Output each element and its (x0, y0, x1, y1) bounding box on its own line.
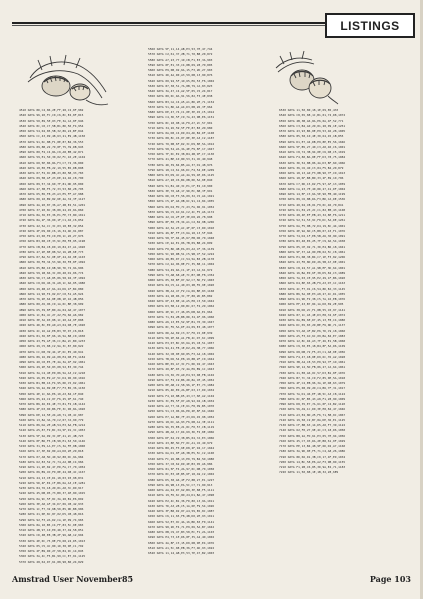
listing-line: 5320 DATA CD,4B,E8,3B,2F,96,AB,12,994 (19, 533, 84, 538)
listing-line: 5850 DATA C5,2F,A6,0B,6C,91,C4,84,1055 (148, 199, 215, 204)
listing-line: 4940 DATA 81,36,8F,66,16,5A,88,C0,1030 (19, 333, 86, 338)
listing-line: 6300 DATA DF,62,C9,38,B5,04,7A,E3,1066 (148, 435, 215, 440)
listing-line: 5210 DATA 24,13,CE,D1,18,03,93,98,831 (19, 475, 84, 480)
listing-line: 4540 DATA 8C,C0,C7,5B,B1,8D,50,F4,954 (19, 123, 84, 128)
listing-line: 5270 DATA 1C,F7,32,6B,50,85,9D,B8,906 (19, 507, 84, 511)
listing-line: 4890 DATA 65,39,8F,B0,2A,04,A0,47,1077 (19, 307, 86, 312)
listing-line: 5580 DATA A7,23,77,19,CB,F1,E3,3A,903 (148, 57, 213, 62)
listing-line: 4580 DATA 89,8B,22,79,8F,75,39,DB,945 (19, 144, 84, 149)
listing-line: 5930 DATA CE,2A,E1,06,7B,09,B8,24,899 (148, 241, 213, 246)
listing-line: 6860 DATA D4,8E,65,2B,F9,A3,D7,1C,1163 (279, 281, 346, 286)
listing-line: 4760 DATA B3,08,CE,33,9C,E8,F8,95,1198 (19, 239, 86, 244)
listing-line: 6750 DATA 6A,F5,0B,72,D4,19,8C,44,1001 (279, 223, 346, 228)
listing-line: 6000 DATA 05,38,BF,07,92,C7,5D,F2,1003 (148, 278, 215, 282)
listing-line: 4920 DATA 4D,8C,E0,A0,A3,04,D8,7E,1020 (19, 323, 86, 328)
listing-line: 6740 DATA 52,51,53,9C,F0,DC,5A,DE,1261 (279, 218, 346, 223)
listing-line: 5350 DATA 2F,B9,D0,27,58,84,9C,14,845 (19, 549, 84, 553)
listing-line: 6350 DATA 37,C8,62,D9,4E,B3,05,A6,986 (148, 461, 213, 466)
listing-line: 6620 DATA F4,80,BA,8E,FF,D3,78,75,1084 (279, 155, 346, 160)
listing-line: 6790 DATA 05,CE,92,71,3D,E4,B6,18,1041 (279, 244, 346, 249)
listing-line: 6100 DATA 0D,AA,69,C3,37,F0,15,8E,939 (148, 330, 213, 335)
listing-line: 6250 DATA 51,C3,96,0A,ED,2E,8F,64,1046 (148, 409, 215, 414)
listing-line: 5180 DATA 62,83,52,7C,74,A2,0B,C4,966 (19, 459, 84, 464)
listing-line: 4680 DATA 00,10,B9,82,6E,4A,32,3F,1127 (19, 197, 86, 202)
listing-line: 6550 DATA 4B,3B,A6,8A,E6,0A,4F,52,771 (279, 118, 344, 123)
listing-line: 6510 DATA A1,5C,08,EB,36,F7,4D,93,1022 (148, 545, 215, 550)
listing-line: 5910 DATA 46,8F,FF,C3,6A,18,13,5F,946 (148, 230, 213, 235)
listing-line: 6690 DATA 14,EF,C3,6A,5E,90,FB,4D,1199 (279, 192, 346, 196)
listing-line: 6160 DATA BE,65,A7,3C,F1,0D,92,47,1043 (148, 362, 215, 366)
listing-line: 6890 DATA 61,9D,F2,38,C5,7A,16,EB,1076 (279, 297, 346, 301)
listing-line: 6040 DATA 6F,43,8E,14,A5,E8,C3,50,1042 (148, 299, 215, 303)
listing-line: 5560 DATA 5F,11,14,AB,E3,53,7E,47,744 (148, 47, 213, 51)
listing-line: 5260 DATA 3E,A0,AF,34,D7,06,CB,42,933 (19, 501, 84, 506)
listing-line: 4860 DATA 14,90,F4,02,D7,C0,51,A5,924 (19, 291, 84, 296)
listing-line: 5590 DATA 0F,E1,33,C4,8B,69,28,7D,805 (148, 62, 213, 67)
listing-line: 4640 DATA 09,5B,AF,23,DE,24,46,C8,790 (19, 176, 84, 181)
listing-line: 6370 DATA 0C,E3,4E,B5,6F,18,A9,C2,1002 (148, 472, 215, 477)
listing-line: 5940 DATA F0,8D,4B,EA,03,A2,CF,36,1139 (148, 246, 215, 251)
listing-line: 7140 DATA 62,F0,27,9E,4C,C3,18,D6,1058 (279, 428, 346, 433)
listing-line: 6310 DATA 23,8E,5D,F7,0C,A1,C6,49,979 (148, 440, 213, 445)
listing-line: 6340 DATA FC,26,8B,13,E0,79,B4,5D,1080 (148, 456, 215, 461)
listing-line: 6570 DATA 43,93,B6,8E,E9,53,46,28,1005 (279, 129, 346, 133)
listing-line: 5280 DATA 21,0E,8C,87,02,D5,CB,48,816 (19, 512, 84, 517)
listing-line: 6410 DATA 19,F6,6C,8D,24,D1,BA,47,1098 (148, 493, 215, 498)
listing-line: 5900 DATA 42,3A,23,AC,4F,6F,C3,DD,1010 (148, 225, 215, 230)
listing-line: 5810 DATA A7,28,C6,B4,0B,0D,5A,8E,840 (148, 178, 213, 183)
listing-line: 5720 DATA 0A,D8,C4,D9,04,AD,B4,DF,1108 (148, 131, 215, 135)
listing-line: 5570 DATA C2,61,37,2B,71,70,B8,20,872 (148, 52, 213, 57)
listing-line: 7060 DATA E5,08,99,2D,C4,B6,7F,31,1017 (279, 386, 346, 391)
listing-line: 6170 DATA 20,8F,D3,72,4A,E6,B9,1C,1043 (148, 367, 215, 372)
listing-line: 5120 DATA A5,87,F2,BC,34,5F,91,3C,1053 (19, 428, 86, 433)
listing-line: 6850 DATA 7A,03,CE,95,E2,49,1F,B6,1020 (279, 276, 346, 280)
listing-line: 6840 DATA 16,BA,E0,6F,38,D5,82,C3,1089 (279, 270, 346, 275)
listing-line: 5640 DATA 3A,47,C4,A2,5F,05,C5,24,817 (148, 89, 213, 93)
listing-line: 7020 DATA 9E,12,5D,FB,86,27,CA,64,1061 (279, 365, 346, 370)
listing-line: 4880 DATA 80,A5,96,C9,1A,0C,BE,38,909 (19, 302, 84, 307)
listing-line: 7200 DATA 14,BC,58,E6,A2,F3,9B,0D,1155 (279, 459, 346, 464)
listing-line: 6640 DATA 36,C6,40,C3,84,F5,B4,20,879 (279, 165, 344, 170)
listing-line: 4970 DATA CC,D8,39,44,1F,6C,E5,40,941 (19, 349, 84, 354)
listing-line: 6150 DATA 7B,D6,54,E8,19,8B,2F,C0,1044 (148, 356, 215, 361)
listing-line: 6900 DATA EF,43,B7,84,1A,D0,69,2E,995 (279, 302, 344, 307)
listing-line: 5310 DATA 2B,97,10,E0,4D,37,A9,58,851 (19, 528, 84, 532)
listing-line: 6760 DATA 2E,9A,6D,C5,B8,07,43,F1,1076 (279, 228, 346, 233)
listing-line: 5680 DATA DE,47,74,C1,0E,3E,45,C5,1014 (148, 110, 215, 114)
listing-line: 6480 DATA 0B,C9,47,B3,58,EC,F1,2A,1103 (148, 530, 215, 534)
listing-line: 5300 DATA 8A,10,B5,C4,FF,83,5C,0E,983 (19, 522, 84, 527)
listing-line: 6180 DATA C9,36,7D,A0,E4,53,08,FB,1102 (148, 372, 215, 377)
listing-line: 6460 DATA 52,E7,9C,4A,16,BD,83,F0,1141 (148, 519, 215, 524)
listing-line: 6020 DATA 3B,A2,47,F2,CA,66,BE,83,1168 (148, 288, 215, 293)
listing-line: 4790 DATA 07,8A,5C,0E,6F,44,A5,9E,1103 (19, 255, 86, 259)
listing-line: 5100 DATA 13,8A,3A,79,C2,07,7A,90,779 (19, 417, 84, 422)
listing-line: 6260 DATA E7,1A,B0,7F,23,D6,45,98,1052 (148, 414, 215, 419)
listing-line: 6540 DATA C8,65,88,1C,B1,01,72,D8,1072 (279, 113, 346, 118)
header-rule (12, 22, 379, 24)
listing-line: 5030 DATA B1,EB,16,F4,95,0D,C5,02,1061 (19, 381, 86, 385)
listing-line: 6240 DATA A2,77,34,CE,61,F8,09,B5,1070 (148, 404, 215, 408)
listing-line: 6520 DATA 11,14,AB,E3,53,7E,47,B2,1003 (148, 551, 215, 555)
listing-line: 7210 DATA F1,2B,C6,85,3D,9A,E4,71,1183 (279, 465, 346, 469)
listing-line: 5200 DATA 06,B9,CD,FD,8E,44,D8,4C,1167 (19, 470, 86, 475)
listing-line: 6270 DATA 18,DC,4A,93,F6,6B,A1,3E,1111 (148, 419, 215, 424)
listing-line: 6080 DATA A6,13,E5,52,9F,B1,70,3D,1047 (148, 320, 215, 324)
listing-line: 5650 DATA 80,0C,DA,91,56,82,F3,4E,838 (148, 94, 213, 99)
listing-line: 6800 DATA 9F,37,A4,0D,EB,62,5C,C8,1061 (279, 249, 346, 254)
listing-line: 5890 DATA 8F,E0,78,34,A1,C2,82,9B,1206 (148, 220, 215, 225)
listing-line: 4740 DATA 4F,D9,00,C6,16,34,4D,91,887 (19, 228, 84, 233)
listing-line: 4510 DATA 8D,C4,86,2E,FF,28,C2,8F,982 (19, 108, 84, 112)
listing-line: 6810 DATA E1,6B,38,B4,C7,1E,F3,82,1206 (279, 255, 346, 259)
listing-line: 6470 DATA 98,2D,F4,71,E9,06,5A,B7,1042 (148, 524, 215, 529)
listing-line: 4910 DATA 3E,3A,D3,88,1C,20,A2,9F,808 (19, 318, 84, 322)
listing-line: 5980 DATA 54,49,DA,C1,1F,23,CA,61,972 (148, 267, 213, 272)
listing-line: 7120 DATA 19,58,C2,B7,8A,DE,36,E1,1125 (279, 417, 346, 422)
listing-line: 4670 DATA 65,E6,F8,23,A3,E5,FF,A7,988 (19, 192, 84, 196)
listing-line: 5160 DATA 27,3E,82,89,A4,D0,2E,29,818 (19, 449, 84, 454)
listing-line: 4770 DATA CB,B4,C8,D0,19,84,47,A1,1020 (19, 244, 86, 249)
listing-line: 7040 DATA B7,7C,34,C9,F2,85,0E,5A,1018 (279, 375, 346, 380)
listing-line: 5340 DATA 05,C5,4C,80,1D,38,9E,C1,792 (19, 543, 84, 548)
listing-line: 5330 DATA 4E,0C,75,8E,F0,68,24,D5,1013 (19, 538, 86, 543)
listing-line: 5970 DATA C2,2A,96,8E,FC,35,88,11,1004 (148, 262, 215, 267)
listing-line: 6990 DATA 68,DB,72,F5,23,C1,A8,0E,1056 (279, 349, 346, 354)
listing-line: 7220 DATA 11,50,88,1E,1B,32,28,6E9 (279, 470, 339, 475)
listing-line: 6120 DATA E3,07,BC,93,6A,25,C8,51,1057 (148, 341, 215, 345)
listing-line: 4840 DATA C0,D6,46,31,A8,1C,0A,05,1080 (19, 281, 86, 286)
listing-line: 6910 DATA 38,D6,2C,F1,8B,55,C0,97,1141 (279, 307, 346, 312)
listing-line: 5600 DATA E9,0B,92,6A,15,F3,2D,27,903 (148, 68, 213, 72)
listing-line: 6010 DATA 84,C5,A1,40,03,2B,F6,9E,1020 (148, 283, 215, 288)
listing-line: 4980 DATA 86,16,D9,A4,08,E4,D8,F4,1184 (19, 354, 86, 359)
listing-line: 6580 DATA 85,58,10,4E,30,64,45,1B,855 (279, 134, 344, 139)
listing-line: 6870 DATA 2C,F7,91,C6,54,8D,EA,33,1145 (279, 286, 346, 291)
listing-line: 6330 DATA 6A,D1,0F,A8,3B,E5,5C,C2,1100 (148, 451, 215, 456)
listing-line: 5020 DATA 16,05,E9,A7,5C,D4,96,90,1016 (19, 375, 86, 380)
listing-line: 5820 DATA 51,B1,40,3C,E1,CF,E2,10,900 (148, 183, 213, 188)
listing-line: 6190 DATA 67,F2,19,B6,2D,8A,CE,45,1052 (148, 377, 215, 382)
listing-line: 4800 DATA 30,F8,34,53,9D,30,F8,8F,1092 (19, 260, 86, 265)
listing-line: 5170 DATA 07,A8,5D,40,92,88,DC,9A,984 (19, 454, 84, 459)
listing-line: 5740 DATA 70,0B,6F,D2,3C,D9,8E,5A,1012 (148, 141, 215, 146)
listing-line: 6660 DATA 18,6F,B8,BD,33,2F,89,10,796 (279, 176, 344, 181)
listing-line: 5610 DATA 2D,4A,D0,A3,59,6B,13,9D,876 (148, 73, 213, 78)
listing-line: 5130 DATA 5F,0A,D9,3C,8F,41,2C,4B,723 (19, 433, 84, 438)
listing-line: 4700 DATA 37,20,8C,38,80,24,45,0A,860 (19, 207, 84, 212)
listing-line: 5140 DATA 0F,B6,F5,CB,98,E1,63,50,1146 (19, 438, 86, 443)
listing-line: 4650 DATA 89,57,34,60,7F,81,DD,95,800 (19, 181, 84, 186)
listing-line: 5620 DATA 00,94,5F,1D,65,E6,53,F6,1002 (148, 78, 215, 83)
listing-line: 4710 DATA 8A,36,E3,36,E1,FE,73,8D,1011 (19, 213, 86, 217)
listing-line: 6140 DATA 32,CB,0E,6D,85,F3,A4,18,1002 (148, 351, 215, 356)
listing-line: 6070 DATA 71,E4,2B,B8,8D,34,4F,96,1060 (148, 314, 215, 319)
listing-line: 4730 DATA 42,5A,CC,3C,03,18,E8,32,854 (19, 223, 84, 228)
listing-line: 4560 DATA CC,43,D9,48,63,21,E9,4B,1150 (19, 134, 86, 139)
page-number: Page 103 (369, 574, 411, 584)
listing-line: 6500 DATA 2A,8F,C3,15,D0,6B,9E,E4,1076 (148, 540, 215, 545)
listing-line: 7000 DATA F4,47,1B,8E,D9,6C,35,A2,1028 (279, 354, 346, 359)
listing-line: 6060 DATA 2E,9C,C7,46,05,DB,0A,E1,964 (148, 309, 213, 314)
listing-line: 5240 DATA 45,DB,D5,73,B0,37,4E,0D,1015 (19, 491, 86, 496)
listing-line: 5800 DATA 83,D9,4C,A4,4A,59,4E,D6,1125 (148, 173, 215, 177)
listing-line (19, 565, 147, 566)
listing-line: 4570 DATA 91,6C,8B,F1,8E,87,B4,36,553 (19, 139, 84, 144)
listing-line: 5770 DATA 41,BE,10,8D,53,31,CD,4D,948 (148, 157, 213, 162)
listing-line: 5290 DATA 92,F3,2A,D2,CA,1E,09,74,965 (19, 517, 84, 522)
listing-line: 6600 DATA 5F,B5,27,40,C3,A0,40,C6,1001 (279, 144, 346, 149)
listing-line: 6700 DATA 89,C6,8B,DA,F3,BD,CA,DE,1536 (279, 197, 346, 202)
listing-line: 6280 DATA 96,35,E8,21,8C,F0,57,CB,1119 (148, 425, 215, 429)
listing-line: 7110 DATA A3,E4,8D,25,F6,71,5B,0C,1067 (279, 412, 346, 417)
listing-line: 4960 DATA 29,C5,88,C2,9A,3C,87,80,922 (19, 344, 84, 349)
listing-line: 6820 DATA 43,F0,8D,D9,26,5B,A7,0E,1001 (279, 260, 346, 265)
listing-line: 4530 DATA 50,89,5E,03,FE,3A,CA,8F,946 (19, 118, 84, 123)
listing-line: 6450 DATA C6,11,65,F8,4B,D0,2E,93,1011 (148, 514, 215, 519)
listing-line: 6420 DATA E2,4C,B1,36,FD,80,13,9A,1011 (148, 498, 215, 503)
listing-line: 6130 DATA 94,41,F8,1E,D2,A9,3B,77,1066 (148, 346, 215, 351)
listing-line: 5990 DATA 73,AB,68,AE,7C,B7,DB,F8,1354 (148, 272, 215, 277)
listing-line: 5730 DATA 08,8C,C6,07,8E,3E,A3,C2,1187 (148, 136, 215, 141)
listing-line: 7050 DATA 4F,C2,EB,96,3A,1E,D8,63,1079 (279, 381, 346, 385)
listing-line: 4600 DATA 59,E1,50,30,02,FC,10,2E,1104 (19, 155, 86, 160)
listing-line: 4520 DATA 96,20,FC,C0,C6,8C,E4,8F,815 (19, 113, 84, 118)
listing-line: 5700 DATA 8C,18,98,14,F0,A7,2C,57,901 (148, 120, 213, 125)
listing-line: 6380 DATA D5,38,A6,4F,F2,8B,27,E1,1227 (148, 477, 215, 482)
listing-line: 4990 DATA 40,C0,E5,7E,4A,3A,4F,92,1061 (19, 360, 86, 364)
listing-line: 6650 DATA 18,13,A0,F3,8B,90,7F,CD,1013 (279, 171, 346, 175)
listing-line: 6110 DATA 58,2E,84,A1,FB,4C,D7,6C,1099 (148, 335, 215, 340)
listing-line: 6360 DATA 81,5F,F4,2A,97,0C,DB,70,1058 (148, 467, 215, 471)
listing-line: 5840 DATA 6D,C8,F3,56,09,32,C5,A4,1021 (148, 194, 215, 198)
listing-line: 5080 DATA 4F,D3,00,B6,FE,3C,90,8A,1020 (19, 407, 86, 412)
listing-line: 4810 DATA 05,B0,10,6B,9D,7D,72,9A,996 (19, 265, 84, 270)
listing-line: 6590 DATA D1,E7,44,DB,E9,8E,E5,56,1046 (279, 139, 346, 144)
listing-line: 6720 DATA 61,E4,23,2C,C1,82,EB,43,1108 (279, 207, 346, 212)
listing-line: 6390 DATA 46,9B,13,EA,5C,C7,71,0D,913 (148, 482, 213, 487)
listing-line: 5370 DATA 28,62,D7,61,88,98,80,24,829 (19, 559, 84, 564)
listing-line: 5830 DATA 3E,70,A8,17,9D,EC,6B,3F,991 (148, 188, 213, 193)
listing-line: 7100 DATA 56,A9,1C,D0,3E,E8,84,47,1046 (279, 407, 346, 412)
listing-line: 5000 DATA 29,2E,50,83,08,52,E3,3D,744 (19, 365, 84, 370)
listing-line: 6440 DATA 3F,B8,D2,07,A4,59,E6,8C,1087 (148, 509, 215, 513)
listing-line: 4850 DATA 29,4B,A7,6A,44,D6,1F,B4,880 (19, 286, 84, 291)
listing-line: 4690 DATA 4A,20,87,36,A7,4B,E2,51,1201 (19, 202, 86, 207)
header-rule-thin (12, 25, 379, 26)
listing-line: 6960 DATA A5,F3,1D,6C,09,BA,84,E7,1083 (279, 333, 346, 338)
listing-line: 7180 DATA 3A,9D,0E,F5,71,C4,A8,26,1086 (279, 449, 346, 454)
listing-line: 5060 DATA 05,24,C2,07,F6,25,9F,61,740 (19, 396, 84, 401)
listing-line: 5780 DATA 4D,39,84,B5,AA,37,D1,48,976 (148, 162, 213, 167)
listing-line: 5710 DATA 34,26,59,5F,FE,87,B3,2D,980 (148, 125, 213, 130)
listing-line: 4590 DATA 80,F4,C4,8A,C0,A8,EB,42,871 (19, 150, 84, 154)
listing-line: 4930 DATA 2C,16,A2,E8,B3,7E,07,C6,818 (19, 328, 84, 333)
listing-line: 6220 DATA F4,10,8B,D5,43,C7,6E,A2,1104 (148, 393, 215, 398)
listing-line: 6930 DATA 0A,B9,6E,D7,45,13,F8,C4,1080 (279, 318, 346, 322)
listing-line: 5690 DATA C4,3D,5F,C9,7A,43,9B,E6,1151 (148, 115, 215, 120)
listing-line: 4750 DATA 43,00,F0,C0,E8,1C,26,27,976 (19, 234, 84, 238)
listing-line: 5070 DATA B6,46,E4,4E,73,81,F2,1B,1142 (19, 402, 86, 406)
listing-line: 6560 DATA C3,B4,A0,29,81,28,09,1E,1251 (279, 123, 346, 128)
listing-line: 4780 DATA 47,2E,8E,88,52,16,2B,6E,773 (19, 249, 84, 254)
listing-line: 4820 DATA 59,1B,66,3C,00,48,D1,06,774 (19, 270, 84, 275)
listing-line: 4620 DATA 10,E0,FB,22,19,55,E6,DB,898 (19, 165, 84, 170)
listing-line: 5960 DATA 48,B5,D7,CC,54,5A,B3,2B,1178 (148, 257, 215, 261)
listing-line: 7160 DATA 45,C7,93,DA,2E,B8,61,0F,1029 (279, 438, 346, 443)
listing-line: 5010 DATA 3A,C4,4E,E0,86,5A,A3,C2,1218 (19, 370, 86, 375)
listing-line: 7090 DATA D8,35,E7,7A,61,0F,C4,B2,1120 (279, 402, 346, 406)
listing-line: 6710 DATA 40,04,CB,01,F9,0C,46,70,841 (279, 202, 344, 207)
listing-line: 4630 DATA 07,F2,0C,BB,23,80,5B,33,783 (19, 171, 84, 175)
listing-line: 6970 DATA 12,8C,D4,A3,7F,46,E1,5B,1068 (279, 339, 346, 343)
listing-line: 4900 DATA 1C,B1,4C,27,22,F6,66,A6,982 (19, 312, 84, 317)
listing-line: 6730 DATA 28,4E,EF,EB,43,32,8E,F6,1211 (279, 213, 346, 217)
listing-line: 5250 DATA 0A,9C,5F,8C,3A,28,B1,E6,892 (19, 496, 84, 501)
listing-line: 6200 DATA 0E,AB,C2,58,96,1F,E7,73,1084 (148, 383, 215, 387)
listing-line: 5050 DATA 4E,1C,8A,E6,10,A3,84,1F,840 (19, 391, 84, 396)
acorn-icon (22, 48, 112, 110)
listing-line: 6230 DATA 3C,E9,5F,07,A8,92,D4,1B,1034 (148, 398, 215, 403)
listing-line: 7170 DATA EE,13,B4,48,9F,6D,D2,A7,1160 (279, 444, 346, 448)
listing-line: 6050 DATA D3,5B,12,80,BC,67,F4,29,1062 (148, 304, 215, 309)
listing-line: 6090 DATA 8C,F6,5A,DF,24,09,E3,48,1077 (148, 325, 215, 330)
listing-line: 5190 DATA 11,2E,82,47,ED,FA,C7,70,1052 (19, 465, 86, 469)
listing-line: 6610 DATA C8,72,3B,94,0E,C6,D8,C5,1019 (279, 150, 346, 154)
listing-column-2 (148, 47, 276, 566)
listing-line: 5920 DATA 58,7F,04,45,67,EB,D0,70,1048 (148, 236, 215, 240)
listing-line: 7030 DATA 21,E8,A6,0C,57,D3,B1,8F,1076 (279, 370, 346, 375)
listing-line: 6770 DATA 74,D2,1F,E8,5B,A6,30,9D,1091 (279, 234, 346, 238)
listing-line: 6030 DATA 44,1B,D6,3C,7F,88,2D,B5,882 (148, 293, 213, 298)
listing-column-1 (19, 108, 147, 566)
listing-line: 6950 DATA 53,A0,4F,B2,E6,7D,C9,18,1060 (279, 328, 346, 333)
listing-line: 4610 DATA 60,5E,86,8A,F3,C7,72,36,800 (19, 160, 84, 165)
listing-line: 7080 DATA 0C,6F,B5,43,A8,F1,28,9D,1009 (279, 396, 346, 401)
listing-line: 5950 DATA 5C,90,DB,51,C5,9B,CF,52,1224 (148, 251, 215, 256)
listing-line: 7130 DATA CF,8B,63,14,D5,A0,F7,39,1122 (279, 423, 346, 427)
listing-column-3 (279, 108, 411, 566)
listing-line: 5670 DATA 51,8D,A4,A4,D3,0B,26,3F,964 (148, 104, 213, 109)
listing-line: 4550 DATA 54,04,85,5B,32,86,24,BF,844 (19, 129, 84, 133)
listing-line: 7190 DATA 8D,66,D1,3B,C0,17,4F,E9,1034 (279, 454, 346, 459)
listing-line: 6530 DATA 11,50,80,18,1E,69,85,433 (279, 108, 339, 112)
listing-line: 6630 DATA 3D,52,8B,86,4A,D3,BF,6D,1066 (279, 160, 346, 165)
listing-line: 6490 DATA E4,73,1E,D6,8F,35,A2,4D,1002 (148, 535, 215, 540)
listing-line: 6400 DATA AA,04,D7,62,B9,3E,88,F5,1111 (148, 488, 215, 492)
listing-line: 6290 DATA 4B,A0,17,D4,69,3D,F2,8E,1066 (148, 430, 215, 435)
listing-line: 5090 DATA DE,14,5E,24,A8,71,CB,4C,987 (19, 412, 84, 417)
listing-line: 6880 DATA B6,5A,0E,E3,A8,27,4C,D1,1055 (279, 291, 346, 296)
listing-line: 5750 DATA 58,54,2A,3A,4E,F9,8F,17,1047 (148, 146, 215, 151)
listing-line: 6670 DATA C7,0D,15,D2,F5,97,AF,13,1059 (279, 181, 346, 186)
listing-line: 5760 DATA 7F,0C,E2,38,B4,4B,9F,C7,1130 (148, 152, 215, 156)
listing-line: 4870 DATA 76,2E,64,8E,0B,1E,16,4B,856 (19, 297, 84, 301)
acorn-icon (272, 48, 340, 106)
listing-line: 6830 DATA C8,24,57,A1,9B,EF,3D,64,1001 (279, 265, 346, 270)
listing-line: 5230 DATA 84,76,18,2D,81,A0,3C,DD,917 (19, 486, 84, 490)
listing-line: 5660 DATA B3,CA,C4,A5,A1,8D,2E,71,1154 (148, 99, 215, 104)
listing-line: 6430 DATA 7D,A3,28,C5,1A,6E,F9,54,1026 (148, 503, 215, 508)
listing-line: 5150 DATA 31,E9,1A,E7,C5,3A,FE,0B,1000 (19, 444, 86, 448)
listing-line: 5790 DATA 18,C2,61,66,DC,F4,54,DE,1209 (148, 167, 215, 172)
listing-line: 5360 DATA 3A,4C,F5,B1,99,CC,E7,01,1125 (19, 554, 86, 559)
listing-line: 7070 DATA 7A,D1,46,EF,1B,5C,A3,C8,1124 (279, 391, 346, 396)
listing-line: 6940 DATA DC,65,83,29,BE,F6,0D,71,1137 (279, 323, 346, 328)
listing-line: 6920 DATA 87,1C,A5,4E,D3,E8,32,6F,1072 (279, 312, 346, 317)
listing-line: 4950 DATA 43,F9,AF,36,CC,BA,2C,B0,1233 (19, 339, 86, 343)
listing-line: 6780 DATA B3,48,E6,25,7F,C9,0A,54,1038 (279, 239, 346, 244)
listing-line: 6320 DATA B0,45,F3,6E,D8,2F,94,17,1044 (148, 446, 215, 450)
section-tag: LISTINGS (325, 13, 415, 38)
listing-line: 5880 DATA 22,C6,2F,DF,3E,D8,26,78,998 (148, 215, 213, 219)
listing-line: 6210 DATA 85,4D,E0,2A,BF,63,17,D9,1034 (148, 388, 215, 393)
listing-line: 4830 DATA 5D,C7,A8,85,86,58,94,3F,1092 (19, 276, 86, 280)
magazine-footer: Amstrad User November85 (12, 574, 134, 584)
listing-line: 7010 DATA 3B,A4,C8,53,E0,92,7F,1D,1061 (279, 360, 346, 364)
listing-line: 4660 DATA 47,3B,F5,72,33,53,80,28,795 (19, 186, 84, 191)
listing-line: 4720 DATA 8A,2F,36,00,1F,C1,A5,C6,852 (19, 218, 84, 223)
listing-line: 5110 DATA 86,DA,2E,AB,54,E3,6A,FB,1214 (19, 423, 86, 427)
listing-line: 6680 DATA CA,23,7E,40,8D,27,41,DF,1004 (279, 186, 346, 191)
listing-line: 5630 DATA 87,38,51,7A,8B,79,CA,83,823 (148, 83, 213, 88)
listing-line: 6980 DATA C9,30,E5,18,B4,8F,5A,D6,1109 (279, 344, 346, 349)
listing-line: 5220 DATA 5D,4F,E4,CF,B6,6A,A3,CE,1281 (19, 480, 86, 485)
listing-line: 5860 DATA 09,D4,FD,7C,23,FA,06,91,1052 (148, 204, 215, 209)
listing-line: 7150 DATA B8,2A,FD,61,E3,05,7E,94,1056 (279, 433, 346, 438)
listing-line: 5040 DATA 56,2A,89,8E,F7,F3,E6,36,1150 (19, 386, 86, 391)
listing-line: 5870 DATA 96,C5,1D,61,C2,4C,F5,A6,1172 (148, 209, 215, 214)
